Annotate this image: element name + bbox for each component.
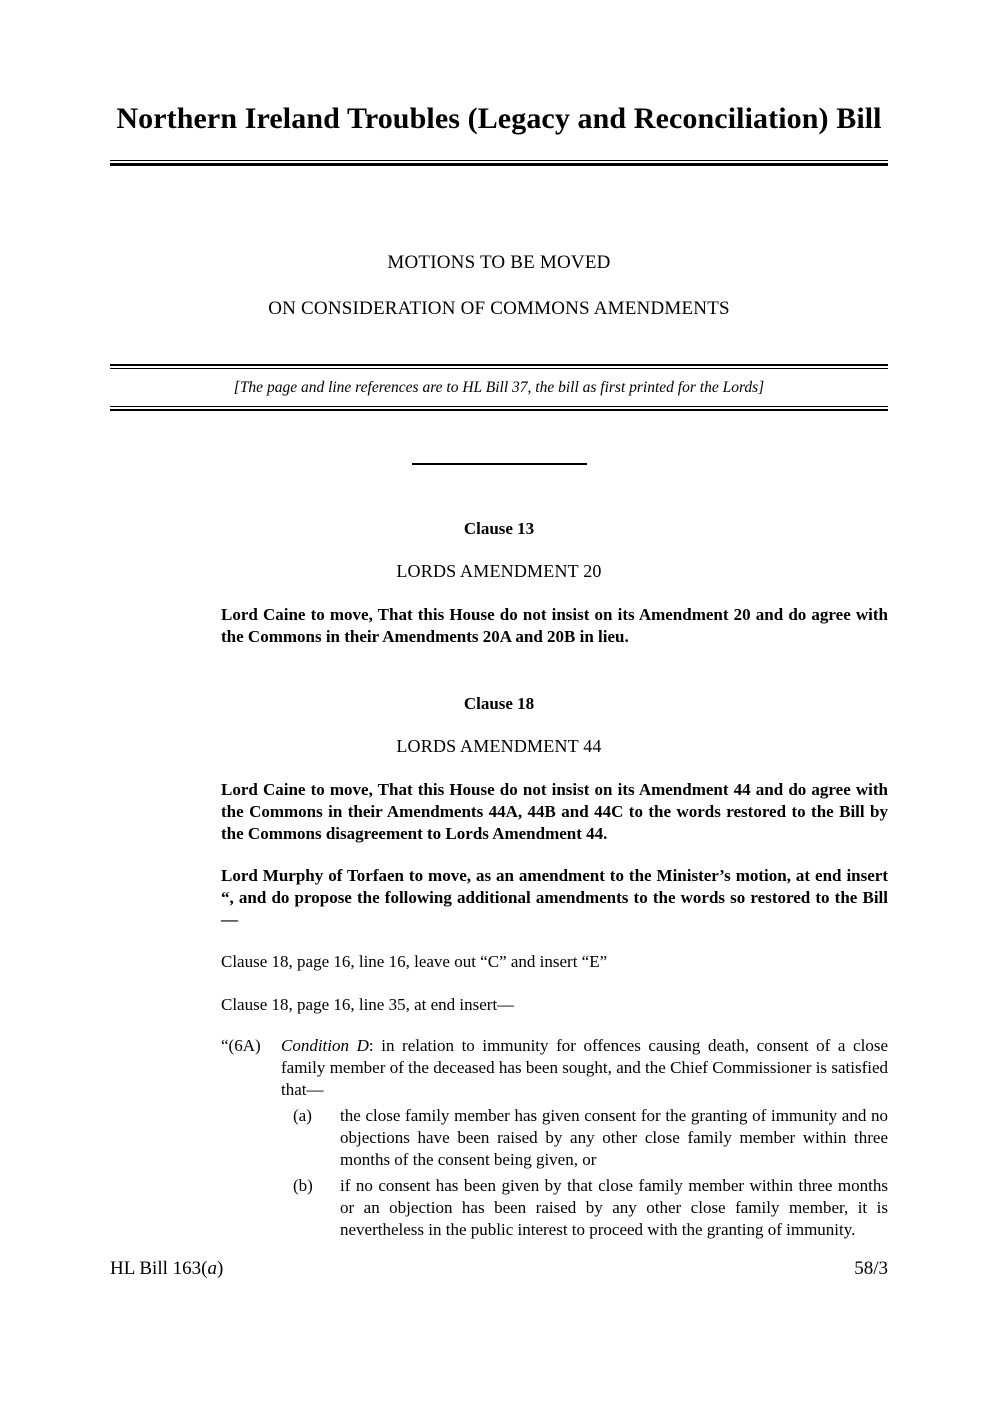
motion-paragraph: Lord Caine to move, That this House do not insist on its Amendment 44 and do agree with the Commons in their Amendments 44A, 44B and 44C to the words restored to the Bill by the Commons disagreement to Lords Amendment 44. [221, 779, 888, 844]
section-clause-13 [110, 519, 888, 648]
clause-heading: Clause 18 [463, 693, 535, 713]
list-item [110, 1105, 888, 1171]
list-item-marker: (a) [293, 1105, 312, 1125]
amendment-heading: LORDS AMENDMENT 20 [396, 560, 602, 581]
reference-note-band [110, 364, 888, 411]
list-item-text: if no consent has been given by that close family member within three months or an objection has been raised by any other close family member, it is nevertheless in the public interest to proceed with the granting of immunity. [340, 1176, 888, 1240]
bill-reference [110, 1258, 223, 1280]
page-footer [110, 1258, 888, 1280]
list-item-text: the close family member has given consent for the granting of immunity and no objections have been raised by any other close family member within three months of the consent being given, or [340, 1105, 888, 1170]
section-separator [110, 455, 888, 473]
subsection-text [281, 1035, 888, 1101]
amendment-line: Clause 18, page 16, line 35, at end insert— [221, 994, 515, 1014]
list-item [110, 1175, 888, 1241]
subsection-marker: “(6A) [221, 1035, 261, 1055]
section-clause-18 [110, 694, 888, 1242]
amendment-line: Clause 18, page 16, line 16, leave out “C” and insert “E” [221, 952, 608, 972]
inserted-subsection [110, 1035, 888, 1101]
motions-heading-line-2: ON CONSIDERATION OF COMMONS AMENDMENTS [268, 298, 730, 320]
page-content [110, 0, 888, 1241]
condition-label: Condition D [281, 1035, 369, 1055]
amendment-heading: LORDS AMENDMENT 44 [396, 735, 602, 756]
motions-heading-line-1: MOTIONS TO BE MOVED [387, 252, 611, 274]
page-number: 58/3 [854, 1258, 888, 1279]
reference-note-rule-bottom [110, 406, 888, 411]
page-title: Northern Ireland Troubles (Legacy and Reconciliation) Bill [116, 102, 882, 135]
short-rule [412, 463, 587, 465]
motions-heading-block [110, 250, 888, 321]
subsection-body-text: : in relation to immunity for offences causing death, consent of a close family member of the deceased has been sought, and the Chief Commissioner is satisfied that— [281, 1035, 888, 1099]
reference-note-text: [The page and line references are to HL Bill 37, the bill as first printed for the Lords] [233, 378, 765, 396]
motion-paragraph: Lord Caine to move, That this House do not insist on its Amendment 20 and do agree with the Commons in their Amendments 20A and 20B in lieu. [221, 604, 888, 646]
bill-reference-suffix: ) [216, 1258, 224, 1279]
bill-reference-letter: a [207, 1258, 217, 1279]
clause-heading: Clause 13 [463, 518, 535, 538]
motion-amendment-paragraph: Lord Murphy of Torfaen to move, as an amendment to the Minister’s motion, at end insert “, and do propose the following additional amendments to the words so restored to the Bill— [221, 866, 888, 930]
masthead-rule [110, 160, 888, 166]
bill-reference-prefix: HL Bill 163( [110, 1258, 208, 1279]
list-item-marker: (b) [293, 1176, 313, 1196]
